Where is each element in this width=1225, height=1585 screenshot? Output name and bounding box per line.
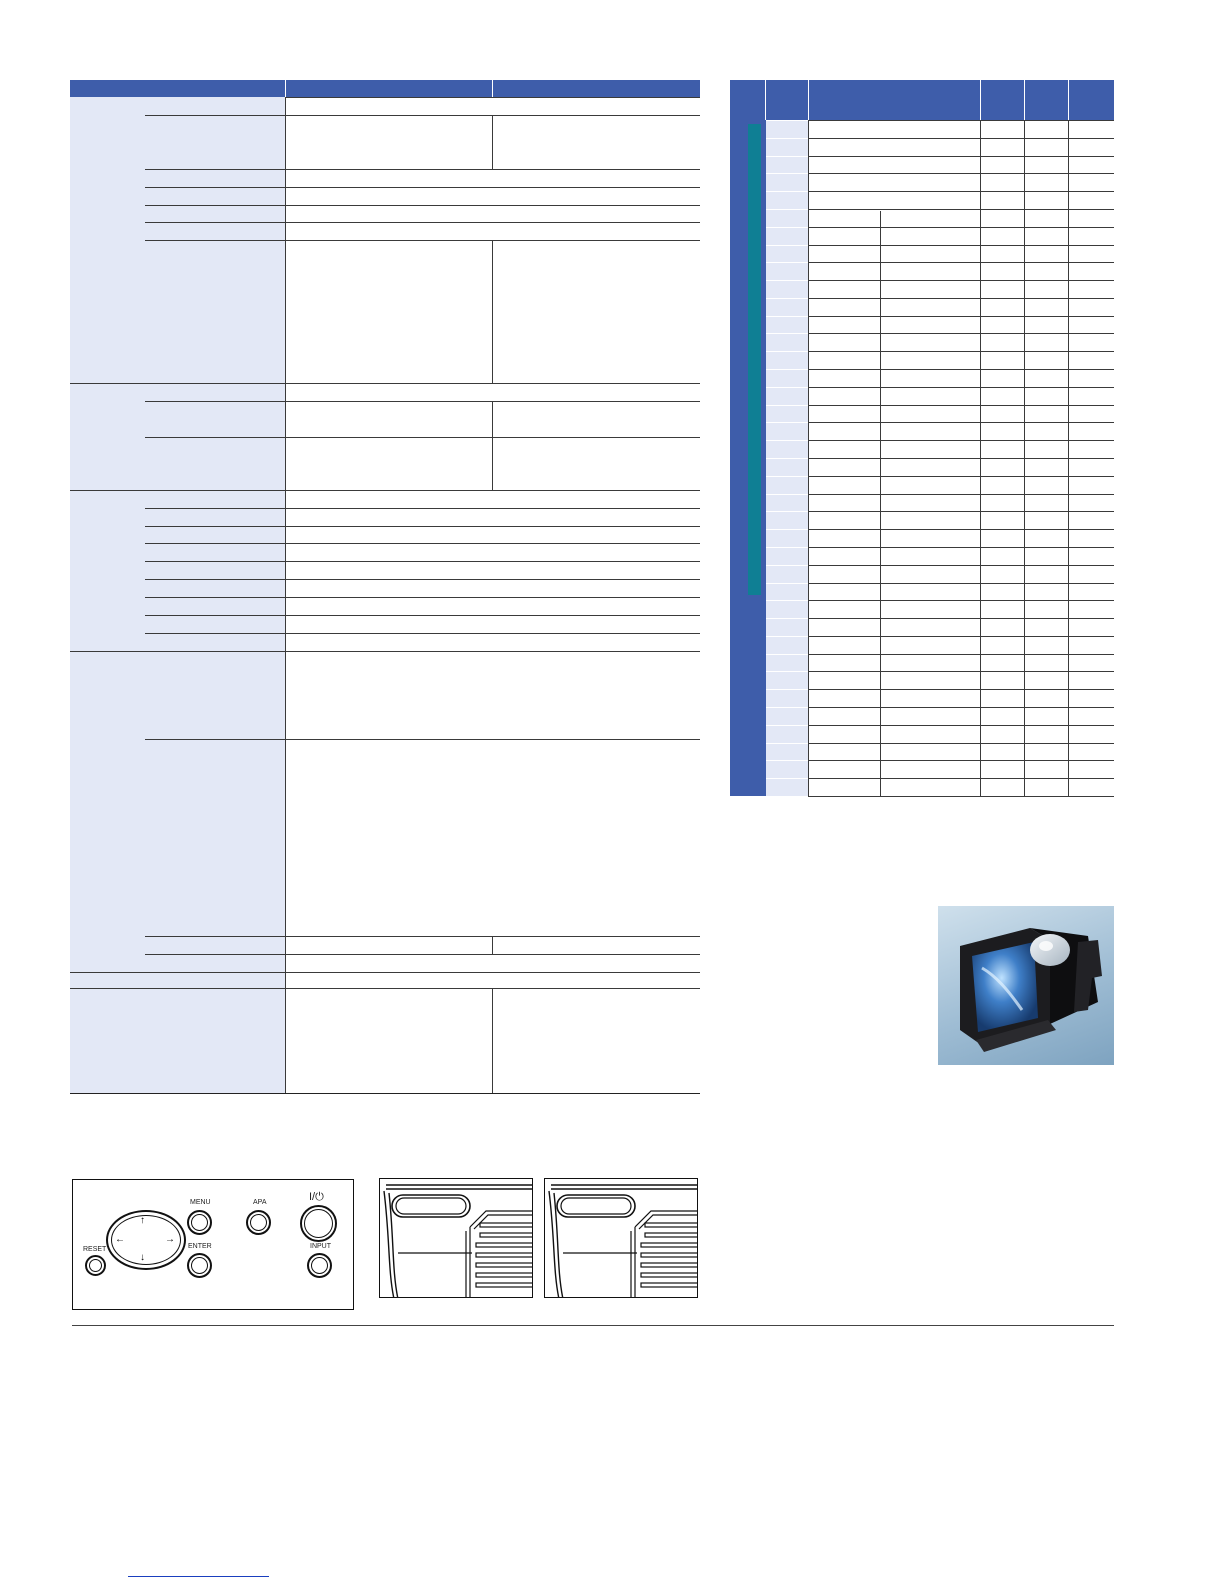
input-label: INPUT bbox=[310, 1243, 331, 1250]
power-label: I/⏻ bbox=[309, 1191, 324, 1203]
compat-row-line bbox=[808, 654, 1114, 655]
compat-table-header bbox=[730, 80, 1114, 120]
compat-index-line bbox=[766, 191, 808, 192]
compat-row-line bbox=[808, 405, 1114, 406]
compat-row-line bbox=[808, 120, 1114, 121]
reset-label: RESET bbox=[83, 1246, 107, 1253]
projector-top-view-right bbox=[544, 1178, 698, 1298]
label-column bbox=[70, 97, 285, 1093]
spec-table-header bbox=[70, 80, 700, 97]
arrow-up-icon: ↑ bbox=[140, 1215, 145, 1226]
arrow-left-icon: ← bbox=[115, 1234, 125, 1245]
compat-row-line bbox=[808, 333, 1114, 334]
input-button bbox=[307, 1253, 332, 1278]
menu-button bbox=[187, 1210, 212, 1235]
projector-outline-left bbox=[380, 1179, 533, 1298]
compat-row-line bbox=[808, 209, 1114, 210]
compat-row-line bbox=[808, 547, 1114, 548]
compat-row-line bbox=[808, 565, 1114, 566]
compat-index-line bbox=[766, 671, 808, 672]
compat-index-line bbox=[766, 583, 808, 584]
compat-row-line bbox=[808, 583, 1114, 584]
compat-index-line bbox=[766, 369, 808, 370]
compat-row-line bbox=[808, 156, 1114, 157]
compat-index-line bbox=[766, 156, 808, 157]
compat-index-line bbox=[766, 387, 808, 388]
compat-index-line bbox=[766, 422, 808, 423]
compat-row-line bbox=[808, 387, 1114, 388]
power-button bbox=[300, 1205, 337, 1242]
apa-label: APA bbox=[253, 1199, 267, 1206]
compat-index-line bbox=[766, 494, 808, 495]
compat-row-line bbox=[808, 316, 1114, 317]
compat-index-line bbox=[766, 280, 808, 281]
compat-subgroup-bar bbox=[748, 124, 761, 595]
menu-label: MENU bbox=[190, 1199, 211, 1206]
compat-index-line bbox=[766, 173, 808, 174]
compat-index-line bbox=[766, 262, 808, 263]
compat-row-line bbox=[808, 173, 1114, 174]
compat-index-line bbox=[766, 405, 808, 406]
compat-row-line bbox=[808, 458, 1114, 459]
compat-index-line bbox=[766, 316, 808, 317]
compat-index-line bbox=[766, 511, 808, 512]
enter-label: ENTER bbox=[188, 1243, 212, 1250]
compat-row-line bbox=[808, 636, 1114, 637]
lamp-illustration bbox=[938, 906, 1114, 1065]
compat-index-line bbox=[766, 600, 808, 601]
compat-row-line bbox=[808, 689, 1114, 690]
compat-row-line bbox=[808, 618, 1114, 619]
compat-row-line bbox=[808, 227, 1114, 228]
footer-divider bbox=[72, 1325, 1114, 1326]
enter-button bbox=[187, 1253, 212, 1278]
compat-row-line bbox=[808, 511, 1114, 512]
compat-index-line bbox=[766, 138, 808, 139]
compat-index-line bbox=[766, 476, 808, 477]
control-panel-diagram bbox=[72, 1179, 354, 1310]
footer-link-underline[interactable] bbox=[128, 1576, 269, 1577]
reset-button bbox=[85, 1255, 106, 1276]
compat-row-line bbox=[808, 725, 1114, 726]
replacement-lamp-photo bbox=[938, 906, 1114, 1065]
compat-row-line bbox=[808, 600, 1114, 601]
compat-index-line bbox=[766, 778, 808, 779]
compat-row-line bbox=[808, 707, 1114, 708]
compat-row-line bbox=[808, 191, 1114, 192]
compat-row-line bbox=[808, 351, 1114, 352]
arrow-down-icon: ↓ bbox=[140, 1252, 145, 1263]
compat-index-line bbox=[766, 120, 808, 121]
compat-index-line bbox=[766, 351, 808, 352]
compat-index-line bbox=[766, 743, 808, 744]
compat-row-line bbox=[808, 529, 1114, 530]
compat-index-line bbox=[766, 547, 808, 548]
compat-row-line bbox=[808, 138, 1114, 139]
arrow-right-icon: → bbox=[165, 1234, 175, 1245]
compat-row-line bbox=[808, 262, 1114, 263]
compat-row-line bbox=[808, 778, 1114, 779]
compat-index-line bbox=[766, 333, 808, 334]
compat-index-line bbox=[766, 298, 808, 299]
compat-row-line bbox=[808, 422, 1114, 423]
compat-row-line bbox=[808, 280, 1114, 281]
compat-index-line bbox=[766, 529, 808, 530]
compat-index-line bbox=[766, 440, 808, 441]
projector-outline-right bbox=[545, 1179, 698, 1298]
compat-row-line bbox=[808, 796, 1114, 797]
compat-index-line bbox=[766, 458, 808, 459]
compat-index-line bbox=[766, 245, 808, 246]
compat-row-line bbox=[808, 671, 1114, 672]
compat-index-line bbox=[766, 760, 808, 761]
compat-index-line bbox=[766, 725, 808, 726]
compat-index-line bbox=[766, 796, 808, 797]
compat-index-line bbox=[766, 618, 808, 619]
compat-row-line bbox=[808, 743, 1114, 744]
compat-index-line bbox=[766, 636, 808, 637]
compat-row-line bbox=[808, 760, 1114, 761]
compat-row-line bbox=[808, 298, 1114, 299]
compat-index-line bbox=[766, 209, 808, 210]
apa-button bbox=[246, 1210, 271, 1235]
compat-row-line bbox=[808, 245, 1114, 246]
compat-row-line bbox=[808, 369, 1114, 370]
compat-row-line bbox=[808, 494, 1114, 495]
compat-row-line bbox=[808, 440, 1114, 441]
compat-index-line bbox=[766, 654, 808, 655]
compat-index-line bbox=[766, 227, 808, 228]
compat-index-line bbox=[766, 689, 808, 690]
compat-index-line bbox=[766, 565, 808, 566]
projector-top-view-left bbox=[379, 1178, 533, 1298]
compat-row-line bbox=[808, 476, 1114, 477]
compat-index-line bbox=[766, 707, 808, 708]
